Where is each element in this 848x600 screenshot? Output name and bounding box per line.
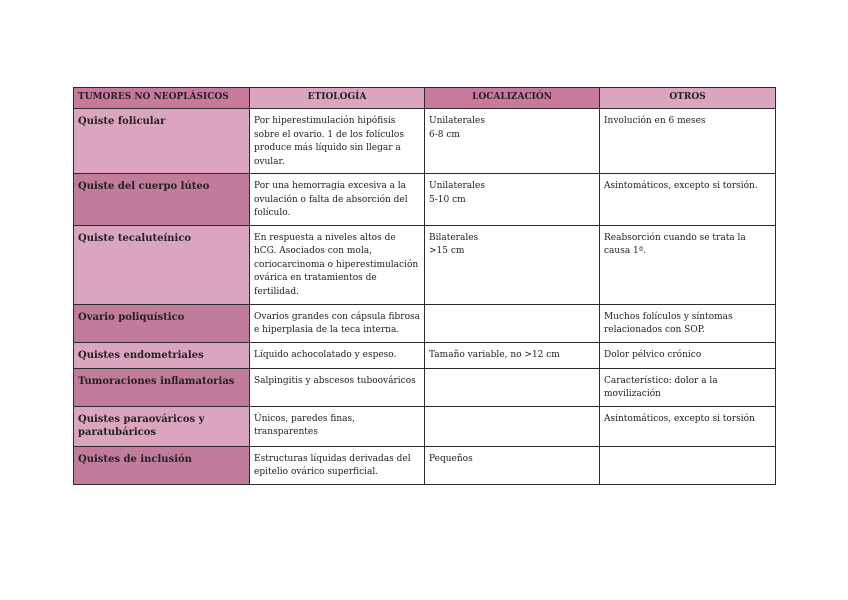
table-row [74,406,776,446]
cell-otros: Dolor pélvico crónico [600,342,776,368]
table-row [74,342,776,368]
row-name: Quiste del cuerpo lúteo [74,174,250,226]
table-row [74,109,776,174]
table-row [74,304,776,342]
row-name: Tumoraciones inflamatorias [74,368,250,406]
cell-otros: Característico: dolor a la movilización [600,368,776,406]
header-localizacion: LOCALIZACIÓN [425,88,600,109]
row-name: Ovario poliquístico [74,304,250,342]
cell-otros: Muchos folículos y síntomas relacionados con SOP. [600,304,776,342]
cell-etiologia: Ovarios grandes con cápsula fibrosa e hiperplasia de la teca interna. [250,304,425,342]
table-row [74,174,776,226]
table-row [74,368,776,406]
row-name: Quistes de inclusión [74,446,250,484]
cell-localizacion: Unilaterales 6-8 cm [425,109,600,174]
cell-localizacion [425,304,600,342]
cell-otros: Asintomáticos, excepto si torsión. [600,174,776,226]
cell-etiologia: Por hiperestimulación hipófisis sobre el ovario. 1 de los folículos produce más líquido sin llegar a ovular. [250,109,425,174]
cell-etiologia: Únicos, paredes finas, transparentes [250,406,425,446]
row-name: Quiste folicular [74,109,250,174]
header-otros: OTROS [600,88,776,109]
table-row [74,446,776,484]
row-name: Quistes paraováricos y paratubáricos [74,406,250,446]
cell-localizacion: Tamaño variable, no >12 cm [425,342,600,368]
cell-localizacion: Pequeños [425,446,600,484]
cell-otros: Reabsorción cuando se trata la causa 1ª. [600,225,776,304]
row-name: Quiste tecaluteínico [74,225,250,304]
cell-otros [600,446,776,484]
cell-localizacion [425,406,600,446]
header-row [74,88,776,109]
header-tumores: TUMORES NO NEOPLÁSICOS [74,88,250,109]
cell-otros: Asintomáticos, excepto si torsión [600,406,776,446]
cell-localizacion: Unilaterales 5-10 cm [425,174,600,226]
cell-etiologia: Líquido achocolatado y espeso. [250,342,425,368]
cell-etiologia: Por una hemorragia excesiva a la ovulación o falta de absorción del folículo. [250,174,425,226]
cell-localizacion [425,368,600,406]
header-etiologia: ETIOLOGÍA [250,88,425,109]
row-name: Quistes endometriales [74,342,250,368]
table-row [74,225,776,304]
cell-localizacion: Bilaterales >15 cm [425,225,600,304]
cell-etiologia: En respuesta a niveles altos de hCG. Asociados con mola, coriocarcinoma o hiperestimulación ovárica en tratamientos de fertilidad. [250,225,425,304]
cell-etiologia: Salpingitis y abscesos tuboováricos [250,368,425,406]
cell-etiologia: Estructuras líquidas derivadas del epitelio ovárico superficial. [250,446,425,484]
cell-otros: Involución en 6 meses [600,109,776,174]
tumors-table [73,87,776,485]
